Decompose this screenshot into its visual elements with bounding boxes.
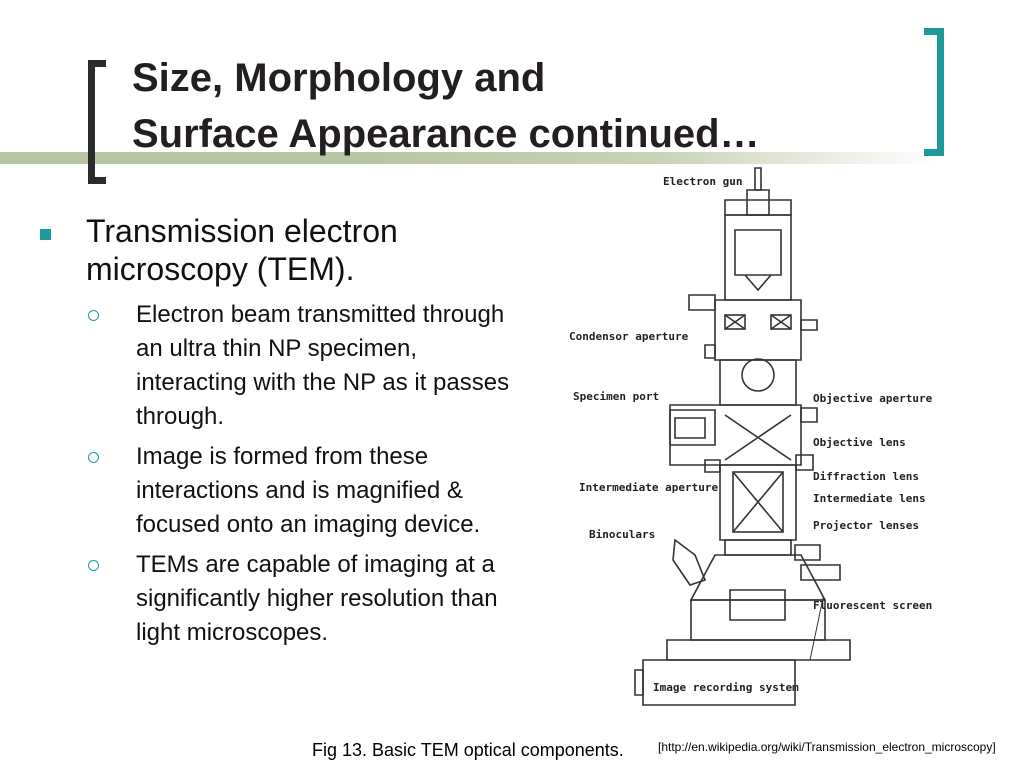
main-bullet-text: Transmission electron microscopy (TEM).: [86, 213, 398, 287]
sub-bullet: [36, 548, 516, 650]
label-specimen-port: Specimen port: [573, 390, 660, 403]
slide-title-line-1: Size, Morphology and: [132, 56, 546, 100]
label-projector-lenses: Projector lenses: [813, 519, 919, 532]
circle-bullet-icon: [88, 452, 99, 463]
sub-bullet: [36, 440, 516, 542]
label-fluorescent-screen: Fluorescent screen: [813, 599, 933, 612]
sub-bullet-list: [36, 298, 516, 650]
label-objective-aperture: Objective aperture: [813, 392, 933, 405]
sub-bullet-text: Image is formed from these interactions and is magnified & focused onto an imaging device.: [136, 443, 481, 538]
slide-content: [36, 212, 516, 656]
tem-diagram-svg: [555, 160, 935, 725]
label-condensor-aperture: Condensor aperture: [569, 330, 689, 343]
right-bracket-decoration: [924, 28, 944, 156]
main-bullet: [36, 212, 516, 288]
circle-bullet-icon: [88, 560, 99, 571]
figure-source-link[interactable]: [http://en.wikipedia.org/wiki/Transmission_electron_microscopy]: [658, 740, 996, 754]
label-binoculars: Binoculars: [589, 528, 656, 541]
tem-diagram: [555, 160, 935, 725]
left-bracket-decoration: [88, 60, 106, 184]
figure-caption: Fig 13. Basic TEM optical components.: [312, 740, 624, 760]
label-intermediate-lens: Intermediate lens: [813, 492, 926, 505]
slide-title: [132, 50, 760, 162]
label-objective-lens: Objective lens: [813, 436, 906, 449]
slide-title-line-2: Surface Appearance continued…: [132, 112, 760, 156]
label-image-recording-system: Image recording system: [653, 681, 799, 694]
sub-bullet-text: TEMs are capable of imaging at a significantly higher resolution than light microscopes.: [136, 551, 498, 646]
label-intermediate-aperture: Intermediate aperture: [579, 481, 719, 494]
circle-bullet-icon: [88, 310, 99, 321]
label-electron-gun: Electron gun: [663, 175, 743, 188]
square-bullet-icon: [40, 229, 51, 240]
sub-bullet-text: Electron beam transmitted through an ultra thin NP specimen, interacting with the NP as it passes through.: [136, 301, 510, 430]
label-diffraction-lens: Diffraction lens: [813, 470, 919, 483]
sub-bullet: [36, 298, 516, 434]
